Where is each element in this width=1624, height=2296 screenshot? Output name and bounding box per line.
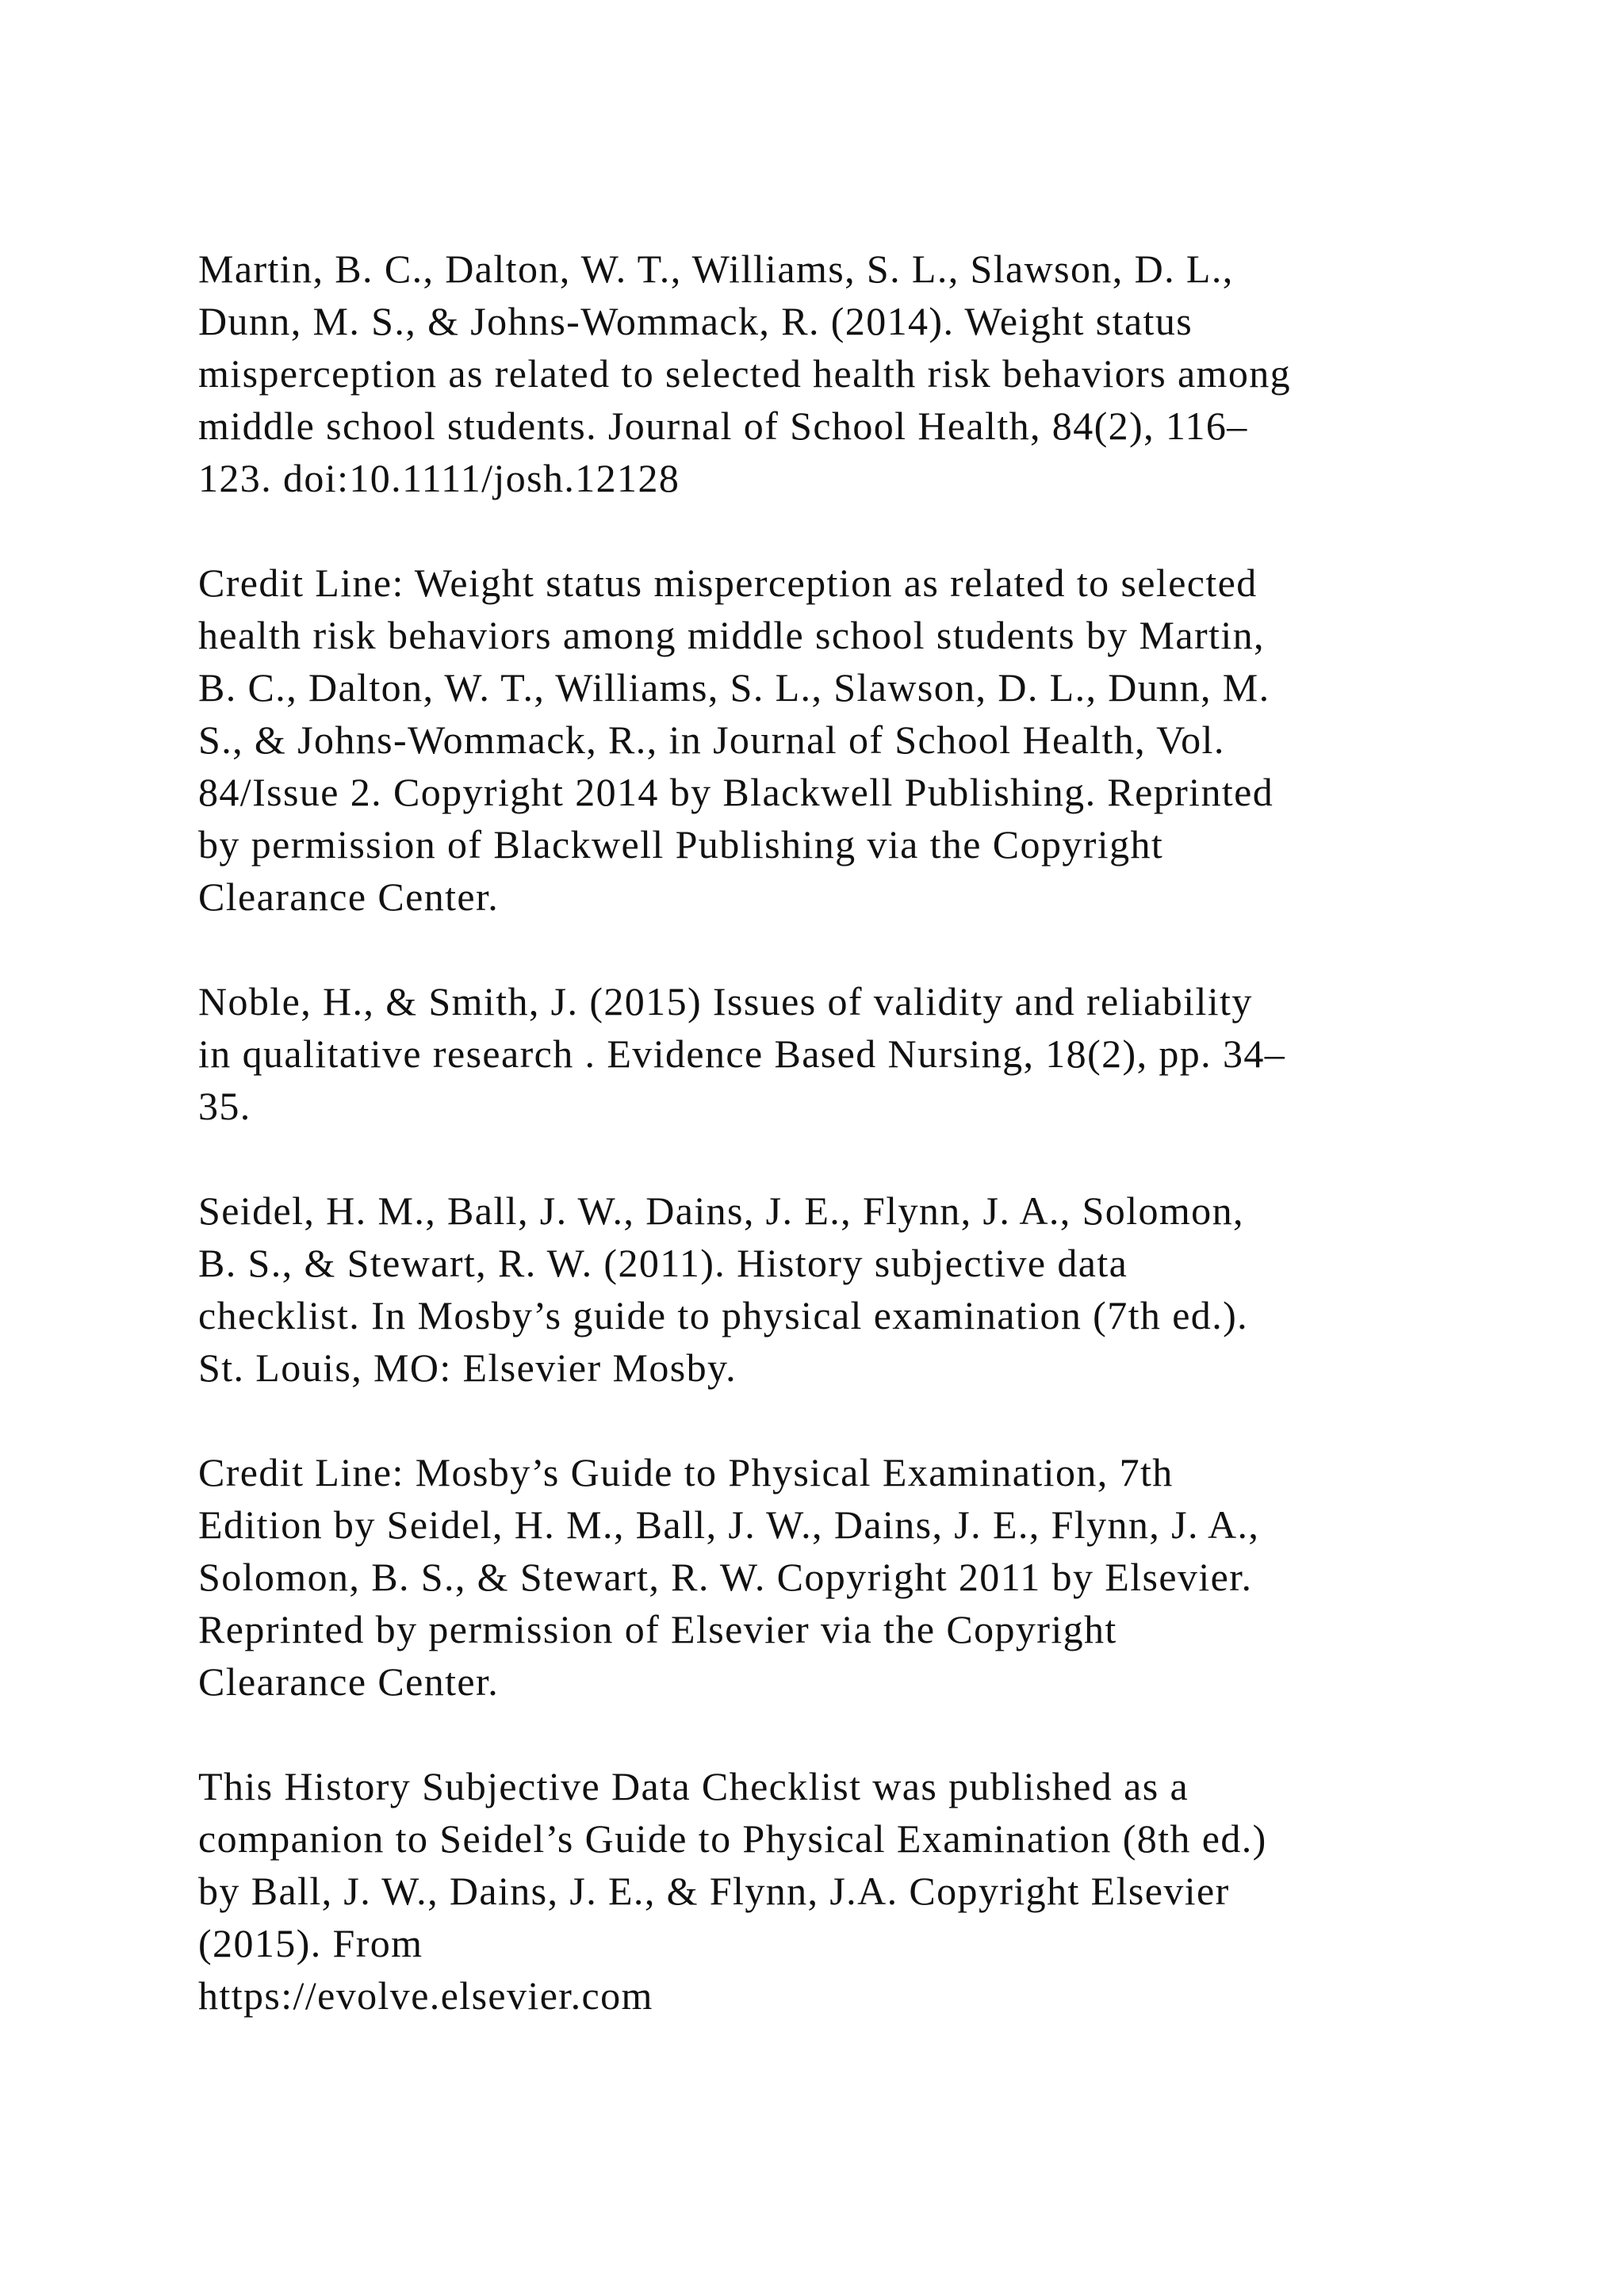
reference-seidel-2011: Seidel, H. M., Ball, J. W., Dains, J. E., Flynn, J. A., Solomon, B. S., & Stewart, R. W. (2011). History subjective data checklist. In Mosby’s guide to physical examination (7th ed.). St. Louis, MO: Elsevier Mosby. <box>198 1188 1249 1390</box>
reference-list <box>198 243 1483 2022</box>
reference-martin-2014: Martin, B. C., Dalton, W. T., Williams, S. L., Slawson, D. L., Dunn, M. S., & Johns-Wommack, R. (2014). Weight status misperception as related to selected health risk behaviors among middle school students. Journal of School Health, 84(2), 116– 123. doi:10.1111/josh.12128 <box>198 247 1292 500</box>
checklist-publication-note: This History Subjective Data Checklist was published as a companion to Seidel’s Guide to Physical Examination (8th ed.) by Ball, J. W., Dains, J. E., & Flynn, J.A. Copyright Elsevier (2015). From https://evolve.elsevier.com <box>198 1764 1267 2018</box>
reference-noble-smith-2015: Noble, H., & Smith, J. (2015) Issues of validity and reliability in qualitative research . Evidence Based Nursing, 18(2), pp. 34– 35. <box>198 979 1286 1128</box>
credit-line-martin: Credit Line: Weight status misperception as related to selected health risk behaviors among middle school students by Martin, B. C., Dalton, W. T., Williams, S. L., Slawson, D. L., Dunn, M. S., & Johns-Wommack, R., in Journal of School Health, Vol. 84/Issue 2. Copyright 2014 by Blackwell Publishing. Reprinted by permission of Blackwell Publishing via the Copyright Clearance Center. <box>198 561 1274 919</box>
credit-line-mosby: Credit Line: Mosby’s Guide to Physical Examination, 7th Edition by Seidel, H. M., Ball, J. W., Dains, J. E., Flynn, J. A., Solomon, B. S., & Stewart, R. W. Copyright 2011 by Elsevier. Reprinted by permission of Elsevier via the Copyright Clearance Center. <box>198 1450 1260 1704</box>
